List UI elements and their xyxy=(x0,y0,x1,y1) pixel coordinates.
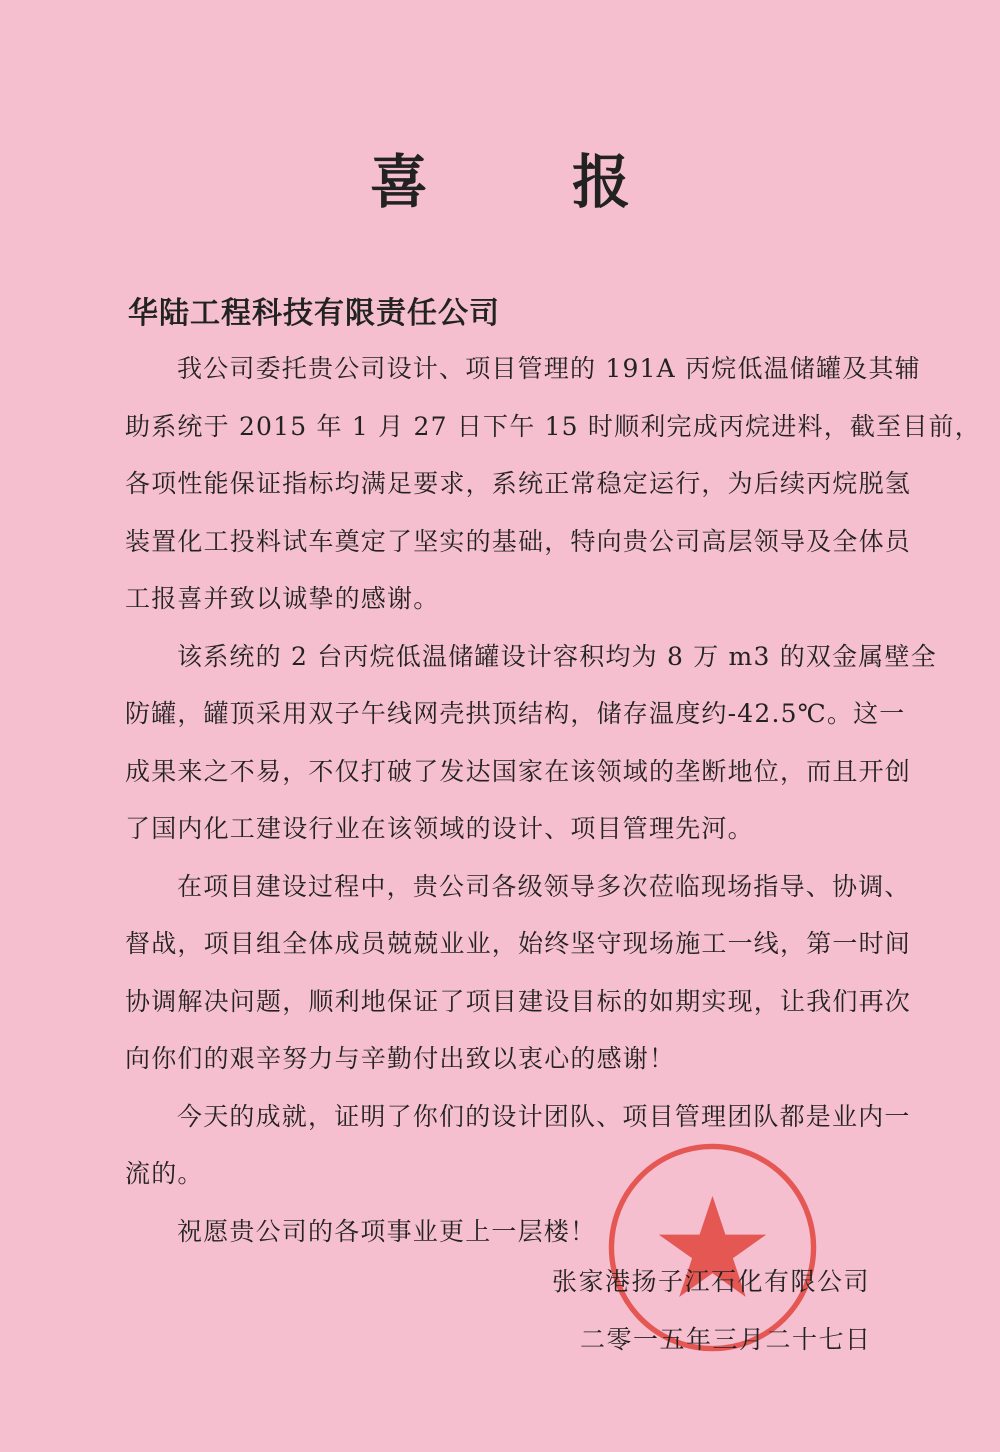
text-line: 装置化工投料试车奠定了坚实的基础，特向贵公司高层领导及全体员 xyxy=(125,526,912,556)
signature-company: 张家港扬子江石化有限公司 xyxy=(552,1267,871,1296)
text-line: 今天的成就，证明了你们的设计团队、项目管理团队都是业内一 xyxy=(177,1101,911,1131)
text-line: 各项性能保证指标均满足要求，系统正常稳定运行，为后续丙烷脱氢 xyxy=(125,469,912,498)
text-line: 助系统于 2015 年 1 月 27 日下午 15 时顺利完成丙烷进料，截至目前， xyxy=(125,411,981,441)
paragraph xyxy=(125,858,912,1088)
text-line: 了国内化工建设行业在该领域的设计、项目管理先河。 xyxy=(125,814,754,843)
text-line: 向你们的艰辛努力与辛勤付出致以衷心的感谢！ xyxy=(125,1044,676,1073)
text-line: 督战，项目组全体成员兢兢业业，始终坚守现场施工一线，第一时间 xyxy=(125,929,912,958)
letter-body xyxy=(125,340,981,1260)
paragraph xyxy=(125,628,937,858)
text-line: 工报喜并致以诚挚的感谢。 xyxy=(125,584,440,613)
addressee: 华陆工程科技有限责任公司 xyxy=(128,296,500,331)
paragraph xyxy=(125,340,981,628)
text-line: 我公司委托贵公司设计、项目管理的 191A 丙烷低温储罐及其辅 xyxy=(177,354,921,383)
document-title: 喜 报 xyxy=(369,148,693,216)
signature-date: 二零一五年三月二十七日 xyxy=(580,1325,872,1354)
text-line: 在项目建设过程中，贵公司各级领导多次莅临现场指导、协调、 xyxy=(177,871,911,901)
text-line: 该系统的 2 台丙烷低温储罐设计容积均为 8 万 m3 的双金属壁全 xyxy=(177,641,937,671)
text-line: 祝愿贵公司的各项事业更上一层楼！ xyxy=(177,1216,597,1246)
text-line: 流的。 xyxy=(125,1159,204,1188)
text-line: 防罐，罐顶采用双子午线网壳拱顶结构，储存温度约-42.5℃。这一 xyxy=(125,699,906,728)
text-line: 成果来之不易，不仅打破了发达国家在该领域的垄断地位，而且开创 xyxy=(125,756,912,786)
text-line: 协调解决问题，顺利地保证了项目建设目标的如期实现，让我们再次 xyxy=(125,986,912,1016)
